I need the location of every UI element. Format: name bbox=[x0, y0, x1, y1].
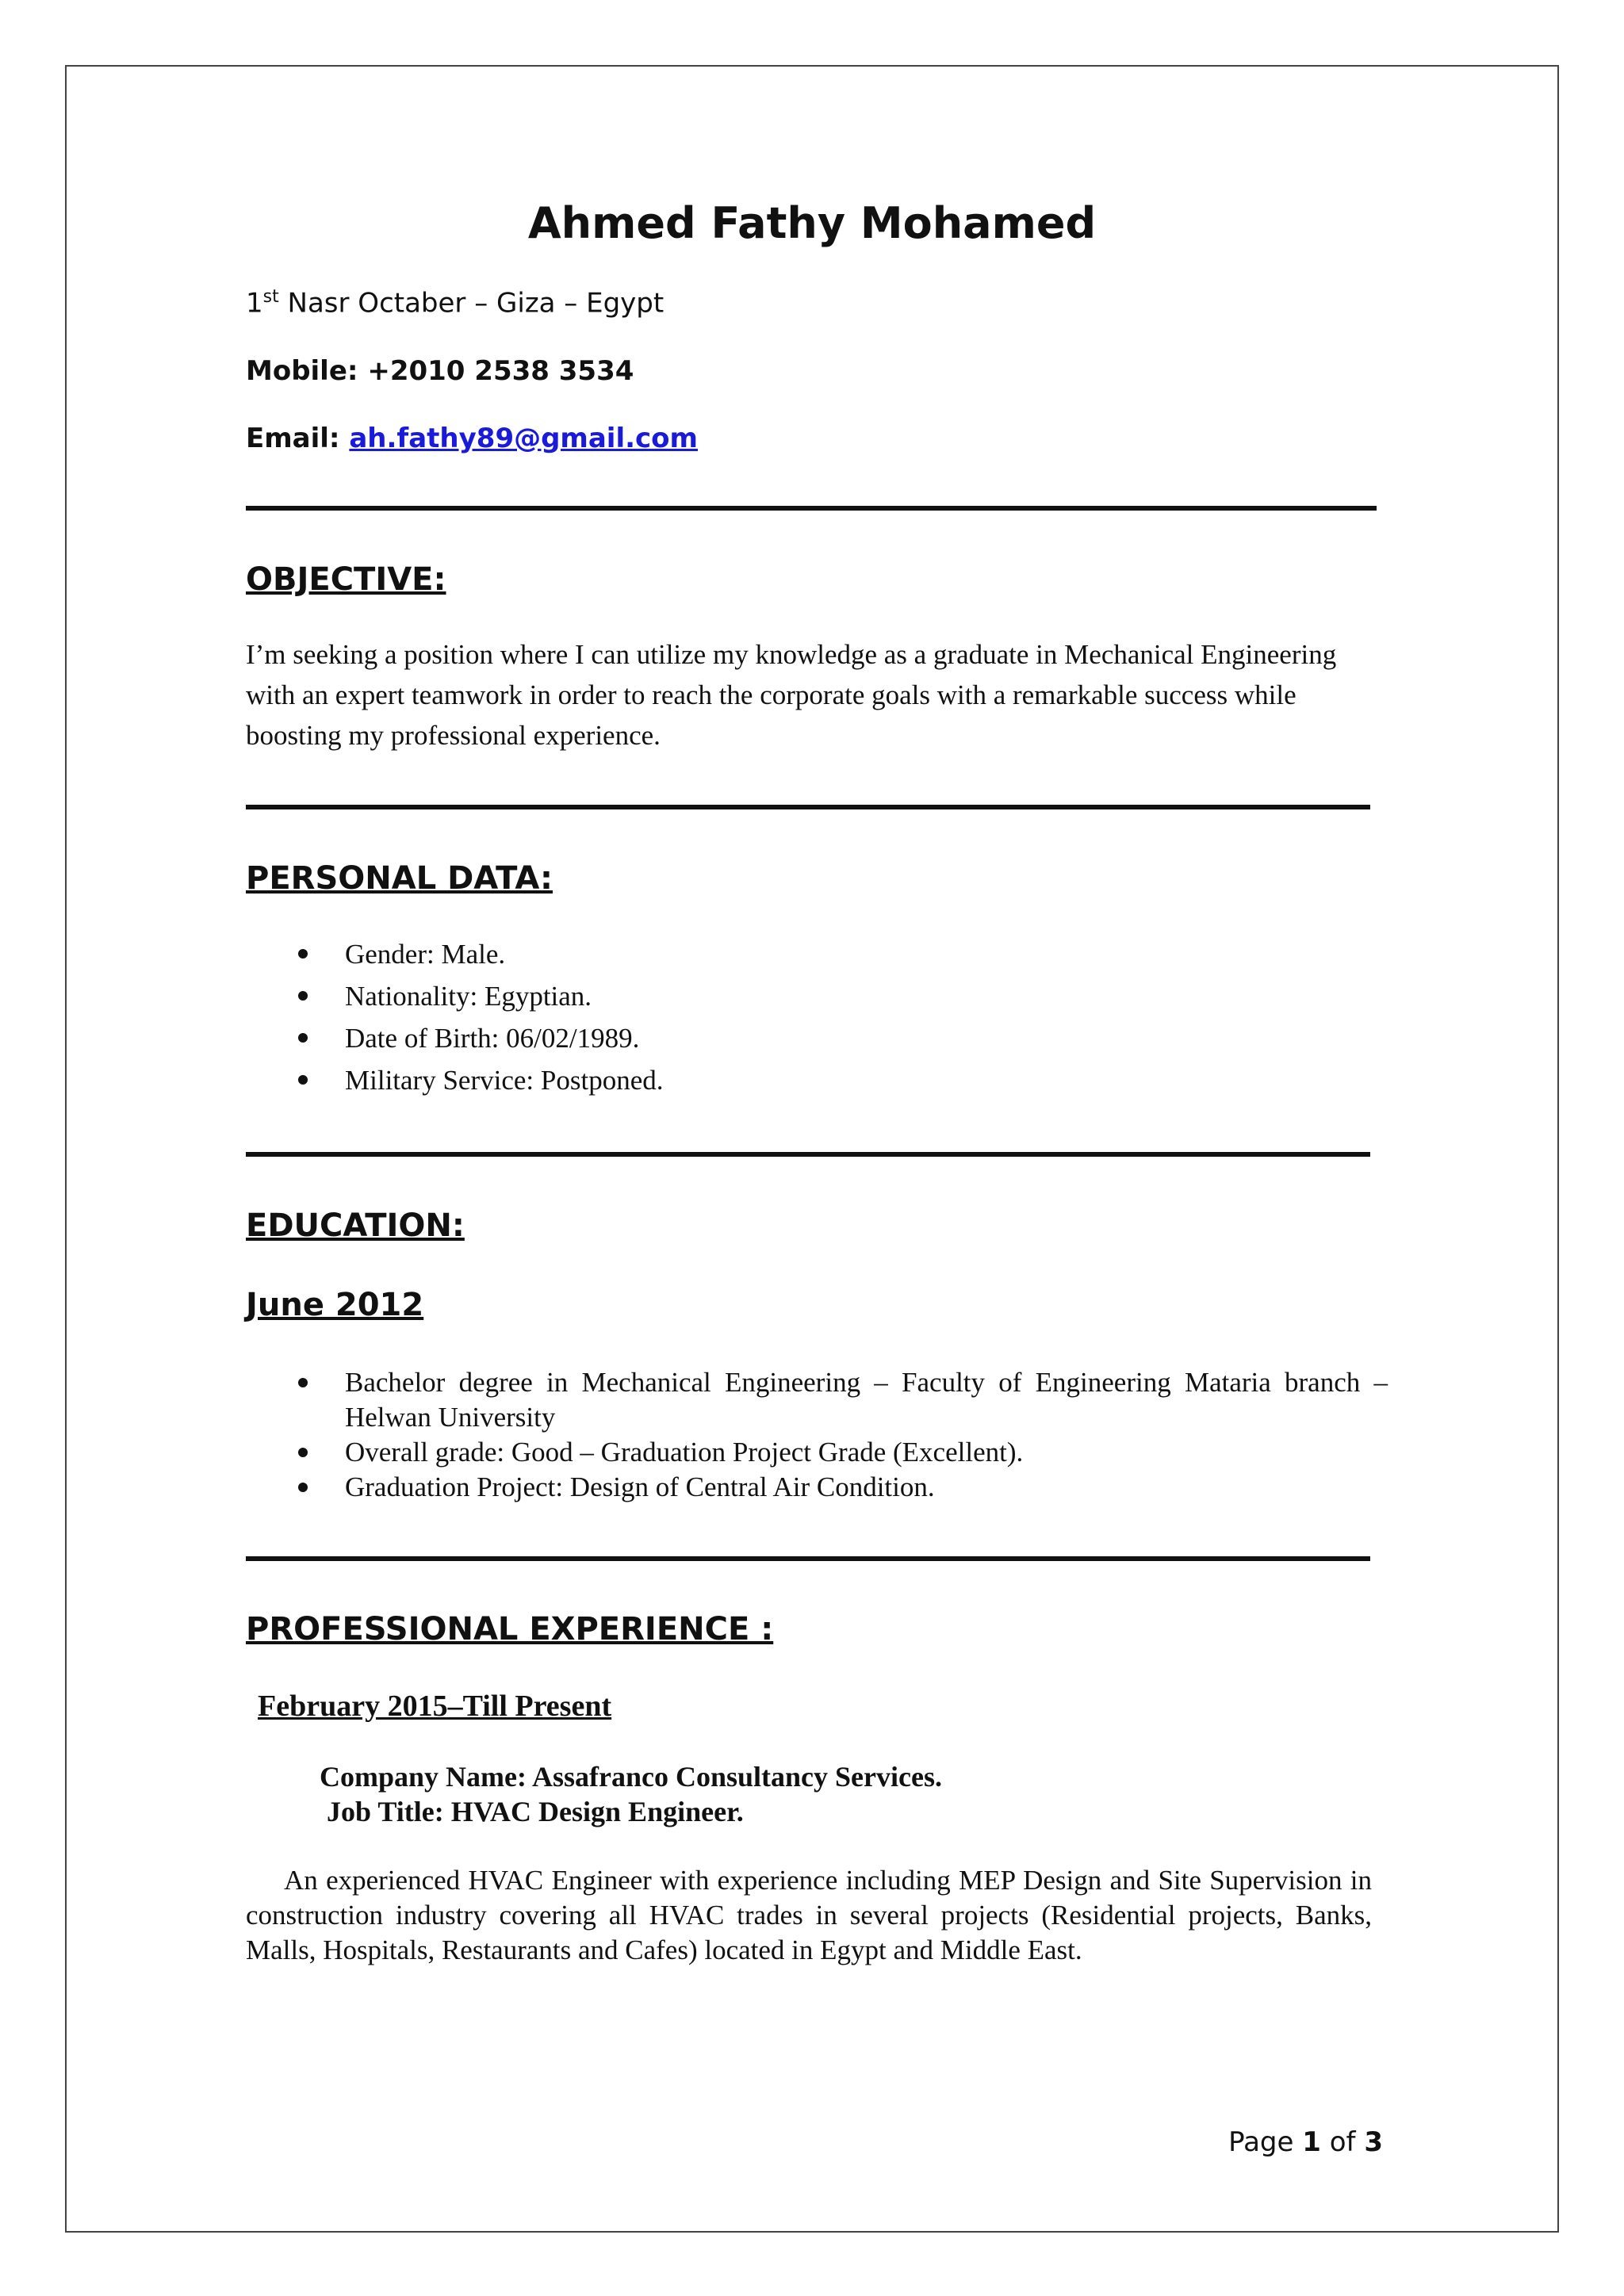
bullet-icon bbox=[298, 1483, 308, 1492]
page-current: 1 bbox=[1302, 2126, 1321, 2158]
list-item: Military Service: Postponed. bbox=[246, 1059, 1388, 1101]
company-name: Company Name: Assafranco Consultancy Services. bbox=[320, 1761, 942, 1793]
education-list bbox=[246, 1365, 1388, 1505]
objective-text: I’m seeking a position where I can utilize my knowledge as a graduate in Mechanical Engineering with an expert teamwork in order to reach the corporate goals with a remarkable success while boosting my professional experience. bbox=[246, 639, 1337, 751]
education-heading: EDUCATION: bbox=[246, 1207, 465, 1244]
bullet-icon bbox=[298, 991, 308, 1001]
page-of: of bbox=[1329, 2126, 1356, 2158]
mobile-value: +2010 2538 3534 bbox=[367, 355, 634, 387]
job-title: Job Title: HVAC Design Engineer. bbox=[327, 1796, 744, 1827]
mobile-label: Mobile: bbox=[246, 355, 358, 387]
list-item: Overall grade: Good – Graduation Project Grade (Excellent). bbox=[246, 1435, 1388, 1470]
personal-data-list bbox=[246, 933, 1388, 1101]
mobile-line bbox=[246, 355, 634, 387]
divider bbox=[246, 1556, 1370, 1561]
list-item: Nationality: Egyptian. bbox=[246, 975, 1388, 1017]
bullet-icon bbox=[298, 1448, 308, 1457]
experience-period: February 2015–Till Present bbox=[258, 1689, 612, 1723]
page-label: Page bbox=[1228, 2126, 1294, 2158]
address bbox=[246, 287, 664, 319]
page-total: 3 bbox=[1364, 2126, 1383, 2158]
bullet-icon bbox=[298, 949, 308, 959]
objective-heading: OBJECTIVE: bbox=[246, 561, 446, 598]
email-link[interactable]: ah.fathy89@gmail.com bbox=[349, 423, 698, 454]
bullet-icon bbox=[298, 1378, 308, 1387]
bullet-icon bbox=[298, 1033, 308, 1043]
experience-description: An experienced HVAC Engineer with experience including MEP Design and Site Supervision in construction industry covering all HVAC trades in several projects (Residential projects, Banks, Malls, Hospitals, Restaurants and Cafes) located in Egypt and Middle East. bbox=[246, 1865, 1372, 1965]
experience-heading: PROFESSIONAL EXPERIENCE : bbox=[246, 1611, 774, 1647]
list-item: Bachelor degree in Mechanical Engineering – Faculty of Engineering Mataria branch – Helwan University bbox=[246, 1365, 1388, 1435]
address-text: Nasr Octaber – Giza – Egypt bbox=[278, 287, 665, 320]
address-number: 1 bbox=[246, 287, 263, 320]
list-item: Graduation Project: Design of Central Air Condition. bbox=[246, 1470, 1388, 1505]
divider bbox=[246, 506, 1377, 511]
bullet-icon bbox=[298, 1075, 308, 1085]
address-suffix: st bbox=[262, 287, 279, 307]
personal-data-heading: PERSONAL DATA: bbox=[246, 860, 553, 897]
page-number bbox=[1228, 2126, 1383, 2158]
email-line bbox=[246, 423, 698, 454]
list-item: Gender: Male. bbox=[246, 933, 1388, 975]
email-label: Email: bbox=[246, 423, 340, 454]
divider bbox=[246, 805, 1370, 809]
education-date: June 2012 bbox=[246, 1287, 424, 1323]
divider bbox=[246, 1152, 1370, 1157]
list-item: Date of Birth: 06/02/1989. bbox=[246, 1017, 1388, 1059]
candidate-name: Ahmed Fathy Mohamed bbox=[527, 198, 1097, 248]
